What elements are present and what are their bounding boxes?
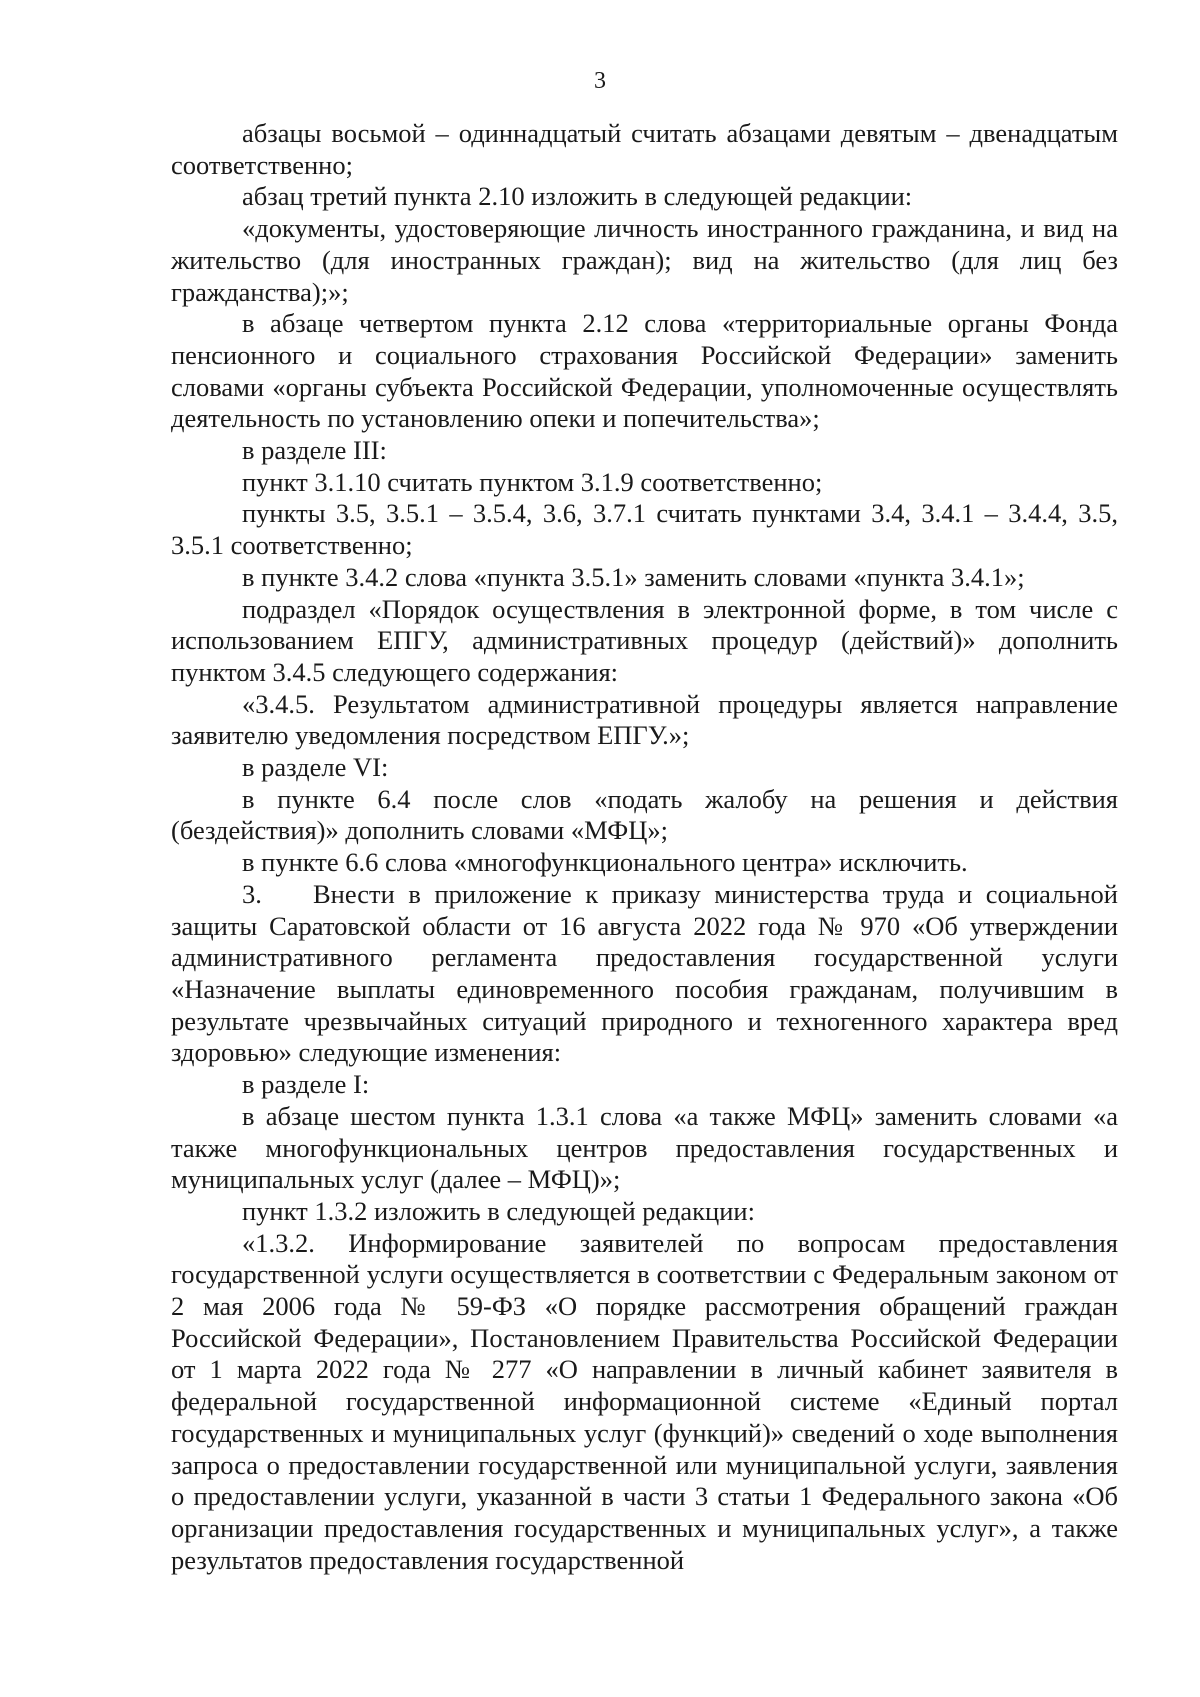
page-number: 3	[594, 68, 606, 94]
paragraph: абзацы восьмой – одиннадцатый считать абзацами девятым – двенадцатым соответственно;	[171, 118, 1118, 180]
paragraph: в абзаце четвертом пункта 2.12 слова «территориальные органы Фонда пенсионного и социального страхования Российской Федерации» заменить словами «органы субъекта Российской Федерации, уполномоченные осуществлять деятельность по установлению опеки и попечительства»;	[171, 308, 1118, 434]
paragraph: в абзаце шестом пункта 1.3.1 слова «а также МФЦ» заменить словами «а также многофункциональных центров предоставления государственных и муниципальных услуг (далее – МФЦ)»;	[171, 1100, 1118, 1195]
point-3-paragraph	[171, 879, 1118, 1069]
paragraph: в разделе VI:	[242, 752, 389, 783]
paragraph: в пункте 6.4 после слов «подать жалобу на решения и действия (бездействия)» дополнить словами «МФЦ»;	[171, 783, 1118, 846]
paragraph: абзац третий пункта 2.10 изложить в следующей редакции:	[242, 181, 913, 212]
paragraph: в разделе I:	[242, 1069, 370, 1100]
paragraph: в пункте 6.6 слова «многофункционального центра» исключить.	[242, 847, 968, 878]
paragraph: в пункте 3.4.2 слова «пункта 3.5.1» заменить словами «пункта 3.4.1»;	[242, 561, 1025, 592]
paragraph: «документы, удостоверяющие личность иностранного гражданина, и вид на жительство (для иностранных граждан); вид на жительство (для лиц без гражданства);»;	[171, 213, 1118, 307]
paragraph: пункт 1.3.2 изложить в следующей редакции:	[242, 1195, 755, 1226]
paragraph: «1.3.2. Информирование заявителей по вопросам предоставления государственной услуги осуществляется в соответствии с Федеральным законом от 2 мая 2006 года № 59-ФЗ «О порядке рассмотрения обращений граждан Российской Федерации», Постановлением Правительства Российской Федерации от 1 марта 2022 года № 277 «О направлении в личный кабинет заявителя в федеральной государственной информационной системе «Единый портал государственных и муниципальных услуг (функций)» сведений о ходе выполнения запроса о предоставлении государственной или муниципальной услуги, заявления о предоставлении услуги, указанной в части 3 статьи 1 Федерального закона «Об организации предоставления государственных и муниципальных услуг», а также результатов предоставления государственной	[171, 1227, 1118, 1575]
point-number: 3.	[242, 878, 262, 909]
paragraph: подраздел «Порядок осуществления в электронной форме, в том числе с использованием ЕПГУ, административных процедур (действий)» дополнить пунктом 3.4.5 следующего содержания:	[171, 593, 1118, 687]
paragraph: пункты 3.5, 3.5.1 – 3.5.4, 3.6, 3.7.1 считать пунктами 3.4, 3.4.1 – 3.4.4, 3.5, 3.5.1 соответственно;	[171, 498, 1118, 561]
paragraph: пункт 3.1.10 считать пунктом 3.1.9 соответственно;	[242, 466, 823, 497]
paragraph: в разделе III:	[242, 435, 387, 466]
document-body	[171, 118, 1118, 1576]
paragraph: «3.4.5. Результатом административной процедуры является направление заявителю уведомления посредством ЕПГУ.»;	[171, 688, 1118, 751]
point-text: Внести в приложение к приказу министерства труда и социальной защиты Саратовской области от 16 августа 2022 года № 970 «Об утверждении административного регламента предоставления государственной услуги «Назначение выплаты единовременного пособия гражданам, получившим в результате чрезвычайных ситуаций природного и техногенного характера вред здоровью» следующие изменения:	[171, 878, 1118, 1068]
